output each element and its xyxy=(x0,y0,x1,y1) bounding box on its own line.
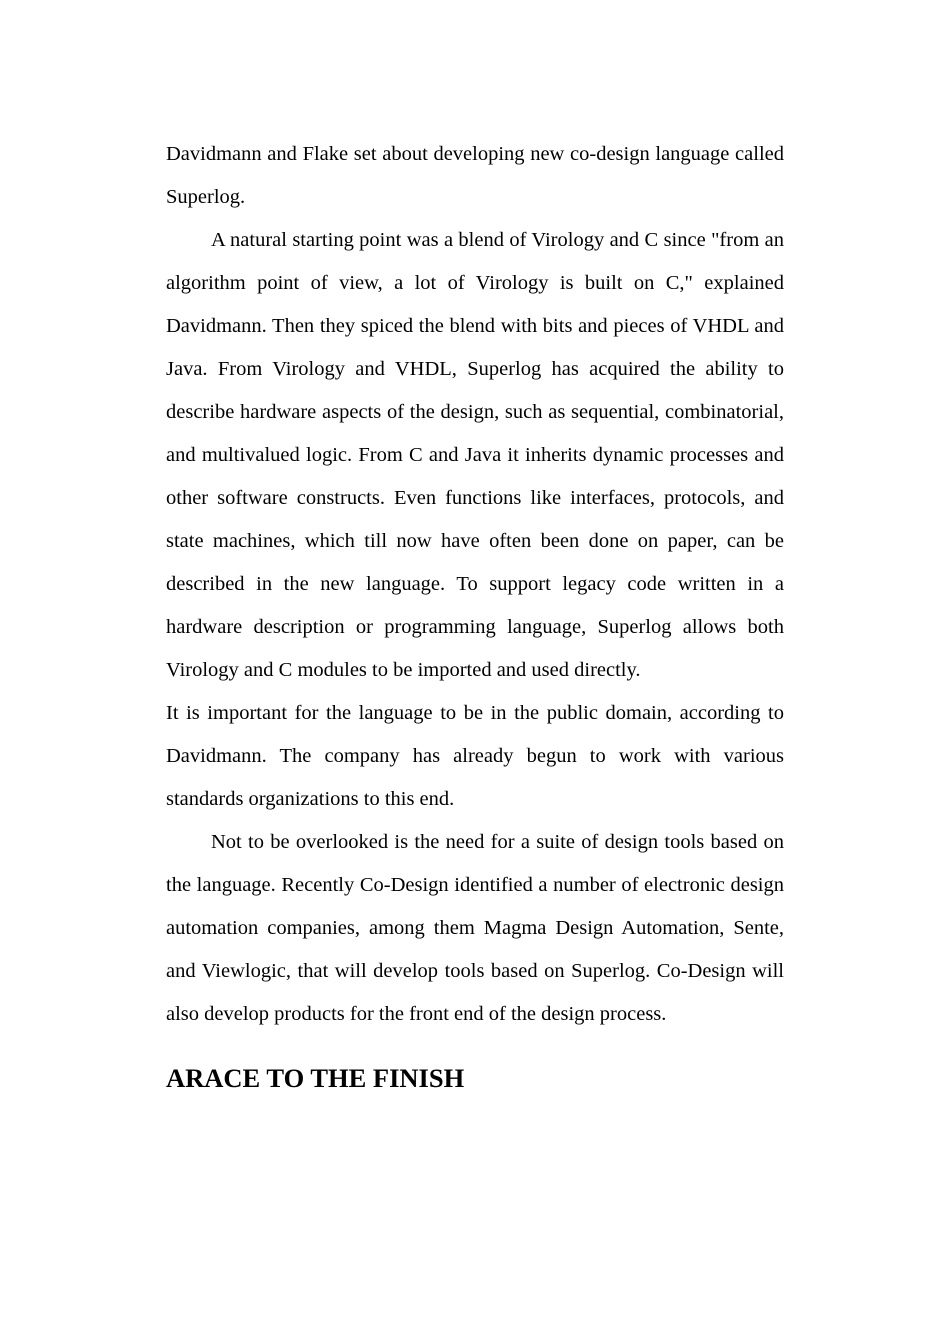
document-page xyxy=(166,133,784,1098)
paragraph-4: Not to be overlooked is the need for a suite of design tools based on the language. Recently Co-Design identified a number of electronic design automation companies, among them Magma Design Automation, Sente, and Viewlogic, that will develop tools based on Superlog. Co-Design will also develop products for the front end of the design process. xyxy=(166,831,784,1025)
section-heading: ARACE TO THE FINISH xyxy=(166,1063,465,1093)
paragraph-2: A natural starting point was a blend of Virology and C since "from an algorithm point of view, a lot of Virology is built on C," explained Davidmann. Then they spiced the blend with bits and pieces of VHDL and Java. From Virology and VHDL, Superlog has acquired the ability to describe hardware aspects of the design, such as sequential, combinatorial, and multivalued logic. From C and Java it inherits dynamic processes and other software constructs. Even functions like interfaces, protocols, and state machines, which till now have often been done on paper, can be described in the new language. To support legacy code written in a hardware description or programming language, Superlog allows both Virology and C modules to be imported and used directly. xyxy=(166,229,784,681)
paragraph-3: It is important for the language to be in the public domain, according to Davidmann. The company has already begun to work with various standards organizations to this end. xyxy=(166,702,784,810)
paragraph-1: Davidmann and Flake set about developing new co-design language called Superlog. xyxy=(166,143,784,208)
